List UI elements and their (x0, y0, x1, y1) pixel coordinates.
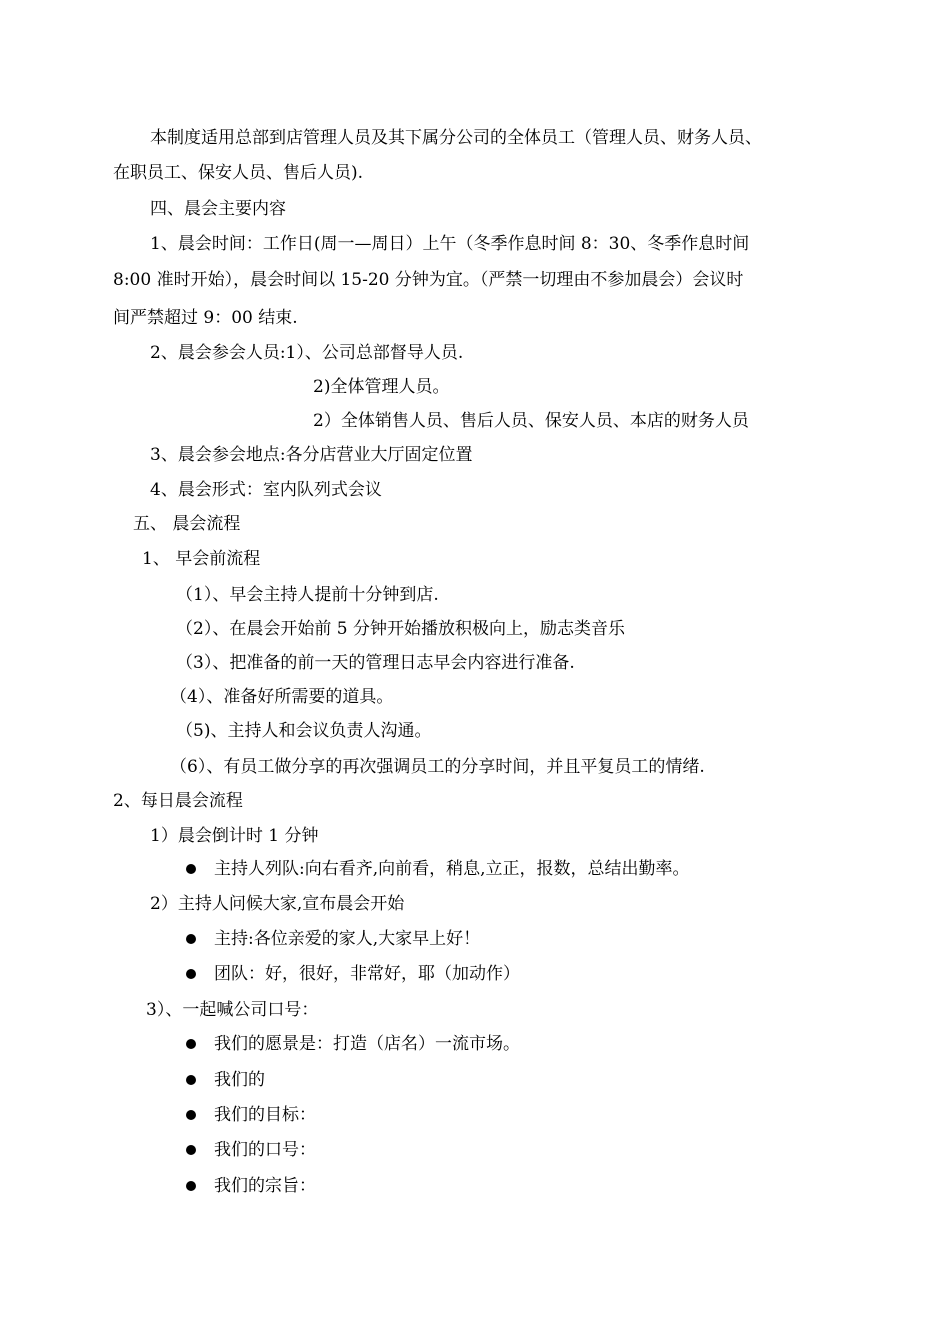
daily-step-3-bullet-2: 我们的 (214, 1070, 265, 1090)
pre-step-1: （1）、早会主持人提前十分钟到店. (176, 585, 439, 605)
pre-step-2: （2）、在晨会开始前 5 分钟开始播放积极向上，励志类音乐 (176, 619, 625, 639)
intro-line-1: 本制度适用总部到店管理人员及其下属分公司的全体员工（管理人员、财务人员、 (150, 128, 762, 148)
bullet-icon (186, 969, 196, 979)
daily-step-3-bullet-1: 我们的愿景是：打造（店名）一流市场。 (214, 1034, 520, 1054)
bullet-icon (186, 1181, 196, 1191)
daily-step-2-bullet-2: 团队：好，很好，非常好，耶（加动作） (214, 964, 520, 984)
daily-step-1-bullet-1: 主持人列队:向右看齐,向前看，稍息,立正，报数，总结出勤率。 (214, 859, 690, 879)
daily-step-3-bullet-4: 我们的口号： (214, 1140, 316, 1160)
daily-step-3-bullet-5: 我们的宗旨： (214, 1176, 316, 1196)
meeting-format: 4、晨会形式：室内队列式会议 (150, 480, 382, 500)
daily-step-1-heading: 1）晨会倒计时 1 分钟 (150, 826, 319, 846)
attendees-line-1: 2、晨会参会人员:1）、公司总部督导人员. (150, 343, 464, 363)
bullet-icon (186, 1110, 196, 1120)
bullet-icon (186, 864, 196, 874)
section-4-heading: 四、晨会主要内容 (150, 199, 286, 219)
section-5-heading: 五、 晨会流程 (133, 514, 241, 534)
meeting-location: 3、晨会参会地点:各分店营业大厅固定位置 (150, 445, 473, 465)
bullet-icon (186, 1039, 196, 1049)
meeting-time-line-2: 8:00 准时开始），晨会时间以 15-20 分钟为宜。（严禁一切理由不参加晨会）会议时 (113, 270, 744, 290)
daily-meeting-heading: 2、每日晨会流程 (113, 791, 243, 811)
intro-line-2: 在职员工、保安人员、售后人员). (113, 163, 364, 183)
pre-meeting-heading: 1、 早会前流程 (142, 549, 261, 569)
pre-step-3: （3）、把准备的前一天的管理日志早会内容进行准备. (176, 653, 575, 673)
bullet-icon (186, 1145, 196, 1155)
pre-step-4: （4）、准备好所需要的道具。 (170, 687, 394, 707)
pre-step-6: （6）、有员工做分享的再次强调员工的分享时间，并且平复员工的情绪. (170, 757, 705, 777)
bullet-icon (186, 934, 196, 944)
daily-step-2-heading: 2）主持人问候大家,宣布晨会开始 (150, 894, 405, 914)
daily-step-3-bullet-3: 我们的目标： (214, 1105, 316, 1125)
attendees-line-3: 2）全体销售人员、售后人员、保安人员、本店的财务人员 (313, 411, 749, 431)
daily-step-3-heading: 3）、一起喊公司口号： (146, 1000, 319, 1020)
attendees-line-2: 2)全体管理人员。 (313, 377, 450, 397)
meeting-time-line-3: 间严禁超过 9：00 结束. (113, 308, 298, 328)
daily-step-2-bullet-1: 主持:各位亲爱的家人,大家早上好！ (214, 929, 481, 949)
pre-step-5: （5)、主持人和会议负责人沟通。 (176, 721, 432, 741)
bullet-icon (186, 1075, 196, 1085)
meeting-time-line-1: 1、晨会时间：工作日(周一—周日）上午（冬季作息时间 8：30、冬季作息时间 (150, 234, 750, 254)
